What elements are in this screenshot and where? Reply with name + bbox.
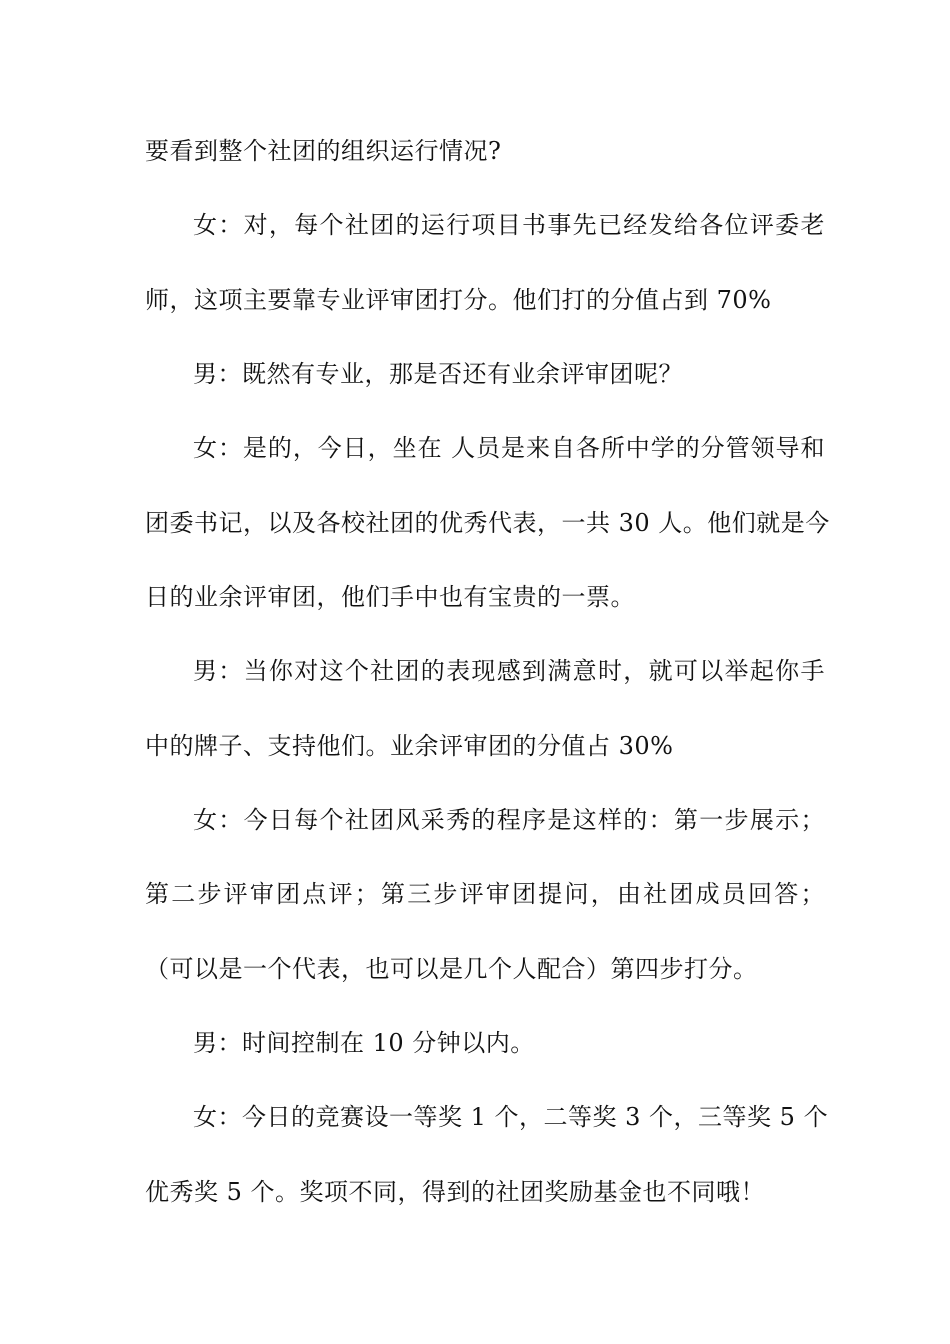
text-line: 男：时间控制在 10 分钟以内。 xyxy=(193,1029,535,1057)
text-line: 女：今日的竞赛设一等奖 1 个，二等奖 3 个，三等奖 5 个 xyxy=(193,1103,829,1131)
text-line: 男：既然有专业，那是否还有业余评审团呢？ xyxy=(193,360,683,388)
text-line: （可以是一个代表，也可以是几个人配合）第四步打分。 xyxy=(145,955,758,983)
text-line: 团委书记，以及各校社团的优秀代表，一共 30 人。他们就是今 xyxy=(145,509,830,537)
text-line: 要看到整个社团的组织运行情况? xyxy=(145,137,502,165)
text-line: 女：对，每个社团的运行项目书事先已经发给各位评委老 xyxy=(193,211,825,239)
text-line: 女：今日每个社团风采秀的程序是这样的：第一步展示； xyxy=(193,806,825,834)
text-line: 中的牌子、支持他们。业余评审团的分值占 30% xyxy=(145,732,674,760)
text-line: 优秀奖 5 个。奖项不同，得到的社团奖励基金也不同哦！ xyxy=(145,1178,766,1206)
text-line: 日的业余评审团，他们手中也有宝贵的一票。 xyxy=(145,583,635,611)
text-line: 师，这项主要靠专业评审团打分。他们打的分值占到 70% xyxy=(145,286,772,314)
text-line: 男：当你对这个社团的表现感到满意时，就可以举起你手 xyxy=(193,657,825,685)
text-line: 第二步评审团点评；第三步评审团提问，由社团成员回答； xyxy=(145,880,825,908)
text-line: 女：是的，今日，坐在 人员是来自各所中学的分管领导和 xyxy=(193,434,825,462)
